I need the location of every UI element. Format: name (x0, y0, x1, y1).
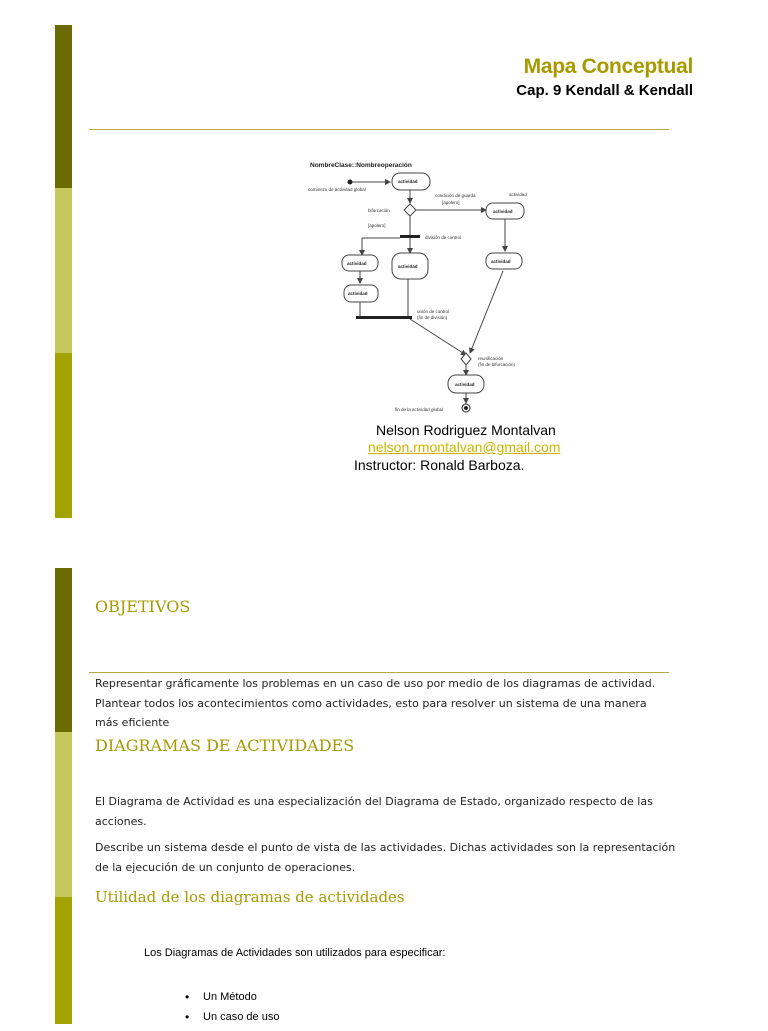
side-bar-light-2 (55, 732, 72, 897)
node-label: actividad (491, 259, 511, 264)
objetivos-divider (89, 672, 669, 673)
guard-value-left: [apolero] (368, 223, 386, 228)
objetivos-line: más eficiente (95, 716, 170, 729)
side-bar-light-1 (55, 188, 72, 353)
side-bar-dark-1 (55, 25, 72, 188)
node-label: actividad (455, 382, 475, 387)
diagramas-heading: DIAGRAMAS DE ACTIVIDADES (95, 736, 355, 755)
diagramas-line: de la ejecución de un conjunto de operaciones. (95, 860, 356, 874)
page-title: Mapa Conceptual (523, 55, 693, 78)
objetivos-heading: OBJETIVOS (95, 597, 191, 616)
diagramas-para-2 (95, 838, 680, 877)
diagram-heading: NombreClase::Nombreoperación (310, 162, 412, 169)
activity-label-top: actividad (509, 192, 527, 197)
utilidad-intro: Los Diagramas de Actividades son utilizados para especificar: (144, 947, 446, 959)
union-sub: (fin de división) (417, 315, 448, 320)
end-label: fin de la actividad global (395, 407, 444, 412)
division-label: división de control (425, 235, 462, 240)
guard-value: [apolero] (442, 200, 460, 205)
diagramas-line: El Diagrama de Actividad es una especialización del Diagrama de Estado, organizado respecto de las (95, 795, 653, 808)
instructor-line: Instructor: Ronald Barboza. (354, 457, 525, 473)
merge-sub: (fin de bifurcación) (478, 362, 516, 367)
node-label: actividad (398, 264, 418, 269)
union-label: unión de control (417, 309, 450, 314)
diagramas-para-1 (95, 792, 680, 831)
side-bar-dark-2 (55, 568, 72, 732)
guard-label: condición de guarda (435, 193, 476, 198)
utilidad-list (185, 991, 279, 1031)
list-item: • Un Método (185, 991, 279, 1011)
objetivos-text (95, 674, 680, 733)
activity-diagram (300, 155, 540, 420)
side-bar-mid-1 (55, 353, 72, 518)
list-item: • Un caso de uso (185, 1011, 279, 1031)
diagramas-line: acciones. (95, 814, 147, 828)
author-name: Nelson Rodriguez Montalvan (376, 422, 556, 438)
diagramas-line: Describe un sistema desde el punto de vista de las actividades. Dichas actividades son la representación (95, 841, 676, 854)
start-label: comienzo de actividad global (308, 187, 366, 192)
node-label: actividad (348, 291, 368, 296)
header-divider (89, 129, 669, 130)
objetivos-line: Representar gráficamente los problemas en un caso de uso por medio de los diagramas de actividad. (95, 677, 656, 690)
side-bar-mid-2 (55, 897, 72, 1024)
node-label: actividad (398, 179, 418, 184)
objetivos-line: Plantear todos los acontecimientos como actividades, esto para resolver un sistema de una manera (95, 696, 647, 710)
author-email-link[interactable]: nelson.rmontalvan@gmail.com (368, 439, 561, 455)
utilidad-heading: Utilidad de los diagramas de actividades (95, 888, 405, 906)
node-label: actividad (347, 261, 367, 266)
node-label: actividad (493, 209, 513, 214)
merge-label: reunificación (478, 356, 504, 361)
page-subtitle: Cap. 9 Kendall & Kendall (516, 82, 693, 99)
fork-label: bifurcación (368, 208, 390, 213)
